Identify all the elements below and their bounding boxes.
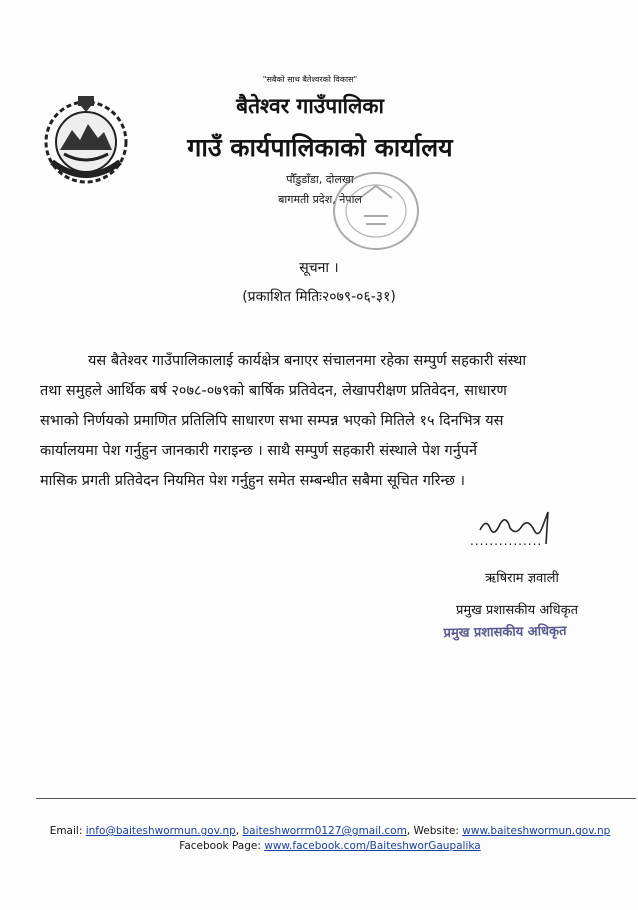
website-link[interactable]: www.baiteshwormun.gov.np bbox=[462, 825, 611, 837]
email-link-secondary[interactable]: baiteshworrm0127@gmail.com bbox=[242, 825, 407, 837]
notice-body-line: यस बैतेश्वर गाउँपालिकालाई कार्यक्षेत्र बनाएर संचालनमा रहेका सम्पुर्ण सहकारी संस्था bbox=[88, 353, 527, 369]
email-separator: , bbox=[235, 825, 240, 837]
signer-name: ऋषिराम ज्ञवाली bbox=[485, 571, 559, 586]
signer-title: प्रमुख प्रशासकीय अधिकृत bbox=[455, 603, 579, 618]
email-link-primary[interactable]: info@baiteshwormun.gov.np bbox=[85, 825, 236, 837]
slogan: "सबैको साथ बैतेश्वरको विकास" bbox=[262, 75, 358, 84]
facebook-label: Facebook Page: bbox=[179, 840, 261, 852]
notice-body bbox=[40, 346, 562, 496]
publish-date: (प्रकाशित मितिः२०७९-०६-३१) bbox=[242, 289, 396, 305]
nepal-emblem-icon bbox=[38, 92, 134, 188]
notice-title: सूचना । bbox=[299, 260, 339, 276]
office-seal-stamp bbox=[330, 168, 422, 254]
notice-body-line: तथा समुहले आर्थिक बर्ष २०७८-०७९को बार्षिक प्रतिवेदन, लेखापरीक्षण प्रतिवेदन, साधारण bbox=[40, 383, 507, 399]
notice-body-line: कार्यालयमा पेश गर्नुहुन जानकारी गराइन्छ । साथै सम्पुर्ण सहकारी संस्थाले पेश गर्नुपर्ने bbox=[40, 443, 478, 459]
footer-contact bbox=[30, 825, 630, 837]
address-line-1: पौँडुडाँडा, दोलखा bbox=[286, 173, 354, 186]
facebook-link[interactable]: www.facebook.com/BaiteshworGaupalika bbox=[264, 840, 481, 852]
footer-facebook bbox=[30, 840, 630, 852]
office-name: गाउँ कार्यपालिकाको कार्यालय bbox=[187, 133, 453, 162]
signer-title-stamp: प्रमुख प्रशासकीय अधिकृत bbox=[443, 623, 567, 642]
signature-line: ............... bbox=[470, 534, 543, 548]
email-label: Email: bbox=[49, 825, 83, 837]
municipality-name: बैतेश्वर गाउँपालिका bbox=[236, 94, 384, 118]
address-line-2: बागमती प्रदेश, नेपाल bbox=[278, 193, 362, 206]
website-label: , Website: bbox=[406, 825, 459, 837]
notice-body-line: सभाको निर्णयको प्रमाणित प्रतिलिपि साधारण सभा सम्पन्न भएको मितिले १५ दिनभित्र यस bbox=[40, 413, 504, 429]
footer-divider bbox=[36, 798, 636, 799]
notice-body-line: मासिक प्रगती प्रतिवेदन नियमित पेश गर्नुहुन समेत सम्बन्धीत सबैमा सूचित गरिन्छ । bbox=[40, 473, 465, 489]
